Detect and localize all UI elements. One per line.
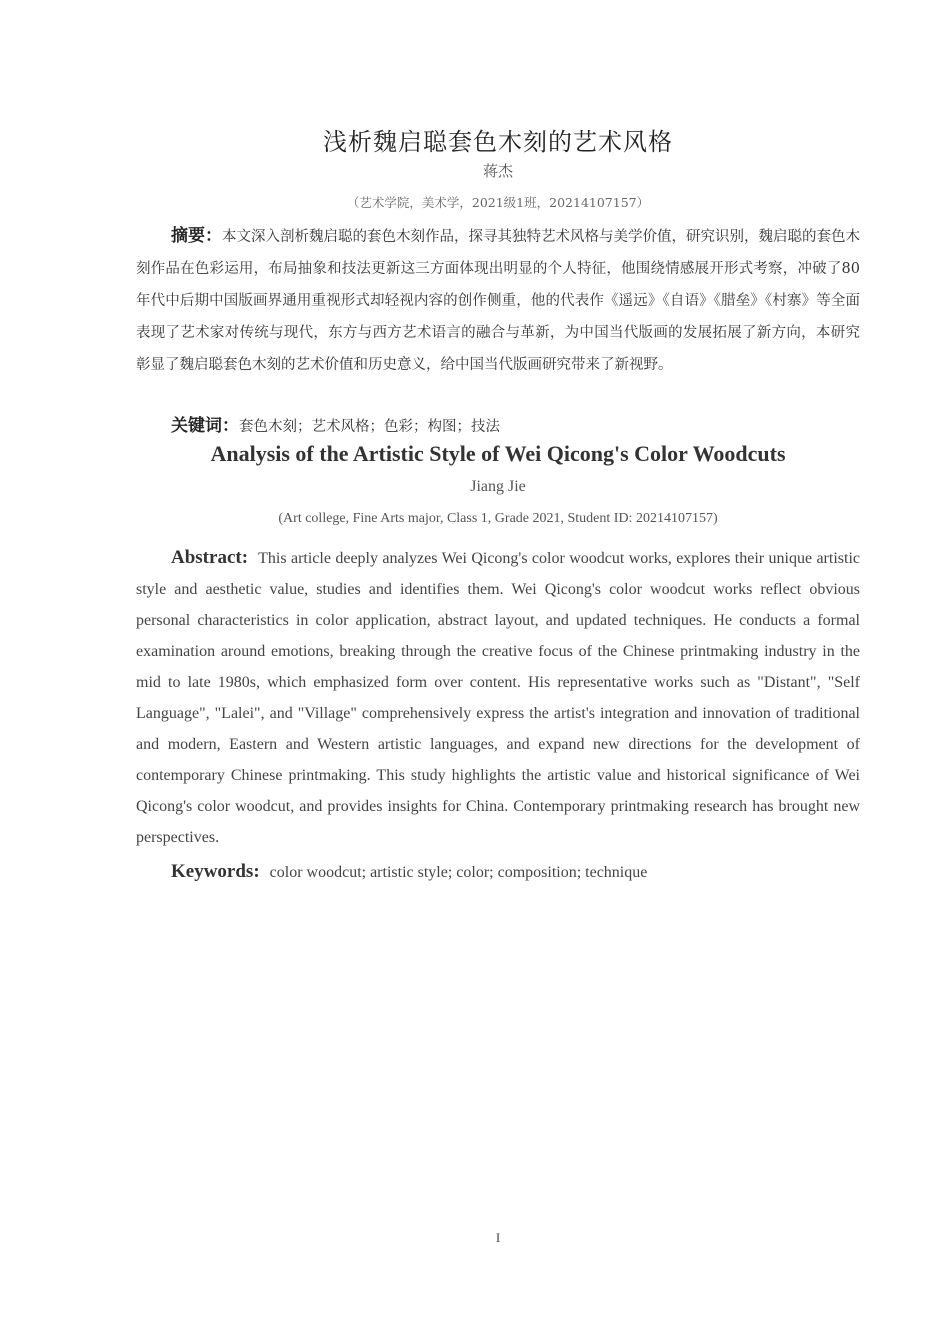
chinese-keywords-text: 套色木刻；艺术风格；色彩；构图；技法 — [239, 419, 500, 435]
english-keywords-label: Keywords: — [171, 861, 260, 882]
english-keywords — [171, 856, 860, 888]
chinese-author: 蒋杰 — [482, 162, 513, 180]
english-title: Analysis of the Artistic Style of Wei Qicong's Color Woodcuts — [210, 441, 786, 466]
english-abstract-label: Abstract: — [171, 547, 249, 568]
chinese-title: 浅析魏启聪套色木刻的艺术风格 — [323, 128, 673, 156]
chinese-abstract-label: 摘要： — [171, 226, 222, 246]
chinese-abstract-text: 本文深入剖析魏启聪的套色木刻作品，探寻其独特艺术风格与美学价值，研究识别，魏启聪的套色木刻作品在色彩运用，布局抽象和技法更新这三方面体现出明显的个人特征，他围绕情感展开形式考察，冲破了80年代中后期中国版画界通用重视形式却轻视内容的创作侧重，他的代表作《遥远》《自语》《腊垒》《村寨》等全面表现了艺术家对传统与现代，东方与西方艺术语言的融合与革新，为中国当代版画的发展拓展了新方向，本研究彰显了魏启聪套色木刻的艺术价值和历史意义，给中国当代版画研究带来了新视野。 — [136, 229, 860, 373]
chinese-affiliation: （艺术学院，美术学，2021级1班，20214107157） — [346, 195, 650, 210]
chinese-abstract — [136, 220, 860, 381]
english-abstract — [136, 542, 860, 853]
english-affiliation: (Art college, Fine Arts major, Class 1, Grade 2021, Student ID: 20214107157) — [278, 511, 718, 526]
english-abstract-text: This article deeply analyzes Wei Qicong's color woodcut works, explores their unique artistic style and aesthetic value, studies and identifies them. Wei Qicong's color woodcut works reflect obvious personal characteristics in color application, abstract layout, and updated techniques. He conducts a formal examination around emotions, breaking through the creative focus of the Chinese printmaking industry in the mid to late 1980s, which emphasized form over content. His representative works such as "Distant", "Self Language", "Lalei", and "Village" comprehensively express the artist's integration and innovation of traditional and modern, Eastern and Western artistic languages, and expand new directions for the development of contemporary Chinese printmaking. This study highlights the artistic value and historical significance of Wei Qicong's color woodcut, and provides insights for China. Contemporary printmaking research has brought new perspectives. — [136, 550, 860, 846]
english-author: Jiang Jie — [470, 478, 526, 495]
chinese-keywords-label: 关键词： — [171, 416, 239, 436]
english-keywords-text: color woodcut; artistic style; color; composition; technique — [269, 864, 648, 881]
page-number: I — [495, 1230, 501, 1245]
chinese-keywords — [171, 412, 860, 441]
